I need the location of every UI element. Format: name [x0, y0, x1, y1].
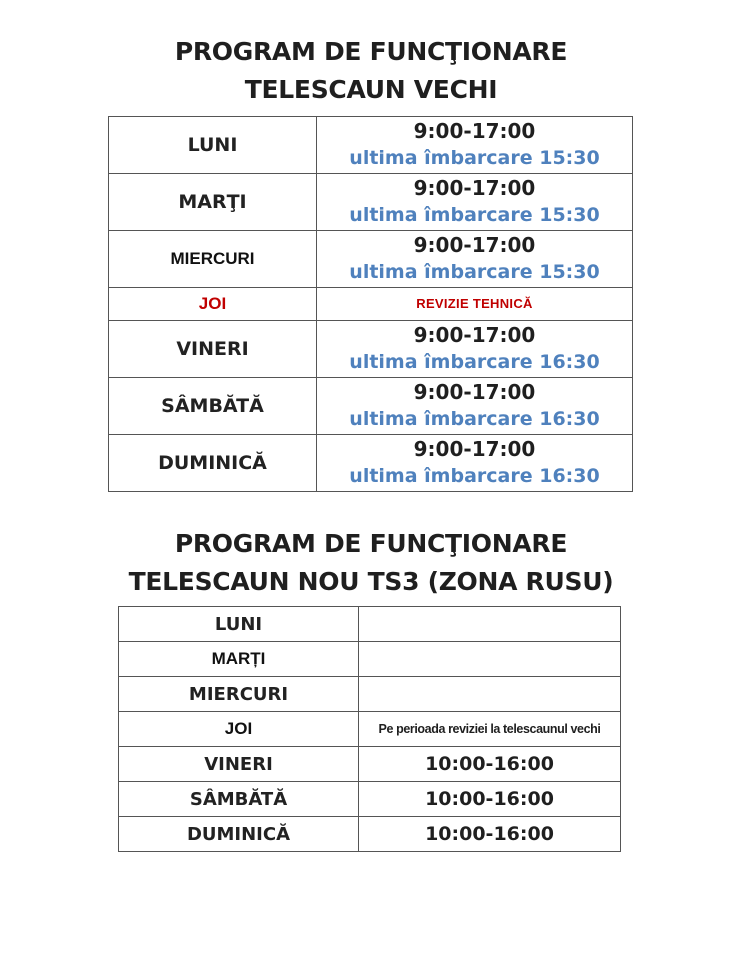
day-cell — [109, 321, 317, 378]
day-cell — [109, 117, 317, 174]
day-cell — [119, 712, 359, 747]
new-chairlift-schedule-table — [118, 606, 621, 852]
day-label: SÂMBĂTĂ — [161, 395, 264, 417]
day-cell — [119, 607, 359, 642]
last-boarding-value: ultima îmbarcare 16:30 — [349, 408, 600, 430]
last-boarding-value: ultima îmbarcare 15:30 — [349, 204, 600, 226]
old-heading-line1: PROGRAM DE FUNCŢIONARE — [174, 37, 568, 66]
table-row — [119, 712, 621, 747]
day-cell — [109, 435, 317, 492]
table-row — [109, 378, 633, 435]
hours-value: 10:00-16:00 — [425, 823, 554, 845]
day-cell — [119, 677, 359, 712]
table-row — [119, 817, 621, 852]
day-cell — [119, 817, 359, 852]
new-heading-line1: PROGRAM DE FUNCŢIONARE — [174, 529, 568, 558]
day-cell — [109, 174, 317, 231]
day-label: LUNI — [187, 134, 238, 156]
hours-cell — [359, 747, 621, 782]
new-chairlift-heading — [0, 525, 742, 601]
old-heading-line2: TELESCAUN VECHI — [244, 75, 498, 104]
last-boarding-value: ultima îmbarcare 15:30 — [349, 147, 600, 169]
day-label: MARŢI — [178, 191, 247, 213]
day-label: JOI — [224, 719, 253, 738]
day-label: VINERI — [176, 338, 249, 360]
old-chairlift-heading — [0, 33, 742, 109]
hours-value: 10:00-16:00 — [425, 788, 554, 810]
day-label: MIERCURI — [170, 249, 255, 268]
hours-cell — [359, 712, 621, 747]
hours-cell — [317, 378, 633, 435]
hours-cell — [359, 642, 621, 677]
day-label: MIERCURI — [188, 683, 289, 705]
revision-note: Pe perioada reviziei la telescaunul vechi — [378, 722, 601, 736]
table-row — [109, 288, 633, 321]
table-row — [109, 321, 633, 378]
day-label: DUMINICĂ — [186, 823, 291, 845]
table-row — [119, 677, 621, 712]
hours-cell — [317, 435, 633, 492]
day-label: DUMINICĂ — [158, 452, 267, 474]
day-label: LUNI — [214, 613, 263, 635]
maintenance-status: REVIZIE TEHNICĂ — [416, 296, 533, 311]
day-label: MARȚI — [211, 649, 266, 668]
table-row — [119, 642, 621, 677]
hours-cell — [359, 677, 621, 712]
table-row — [109, 231, 633, 288]
day-label: VINERI — [204, 753, 273, 775]
hours-value: 9:00-17:00 — [413, 233, 536, 257]
status-cell — [317, 288, 633, 321]
table-row — [119, 782, 621, 817]
day-cell — [109, 378, 317, 435]
day-label: SÂMBĂTĂ — [189, 788, 288, 810]
hours-cell — [317, 321, 633, 378]
hours-value: 9:00-17:00 — [413, 176, 536, 200]
table-row — [119, 747, 621, 782]
day-cell — [119, 747, 359, 782]
hours-cell — [317, 174, 633, 231]
table-row — [109, 117, 633, 174]
day-cell — [109, 288, 317, 321]
hours-value: 9:00-17:00 — [413, 119, 536, 143]
new-heading-line2: TELESCAUN NOU TS3 (ZONA RUSU) — [128, 567, 614, 596]
hours-cell — [359, 607, 621, 642]
last-boarding-value: ultima îmbarcare 16:30 — [349, 351, 600, 373]
hours-value: 9:00-17:00 — [413, 437, 536, 461]
day-cell — [119, 642, 359, 677]
old-chairlift-schedule-table — [108, 116, 633, 492]
hours-cell — [359, 817, 621, 852]
table-row — [109, 435, 633, 492]
last-boarding-value: ultima îmbarcare 16:30 — [349, 465, 600, 487]
hours-value: 9:00-17:00 — [413, 323, 536, 347]
hours-cell — [317, 231, 633, 288]
day-cell — [109, 231, 317, 288]
table-row — [109, 174, 633, 231]
day-label: JOI — [198, 294, 227, 313]
hours-value: 10:00-16:00 — [425, 753, 554, 775]
last-boarding-value: ultima îmbarcare 15:30 — [349, 261, 600, 283]
hours-cell — [359, 782, 621, 817]
hours-cell — [317, 117, 633, 174]
day-cell — [119, 782, 359, 817]
table-row — [119, 607, 621, 642]
hours-value: 9:00-17:00 — [413, 380, 536, 404]
